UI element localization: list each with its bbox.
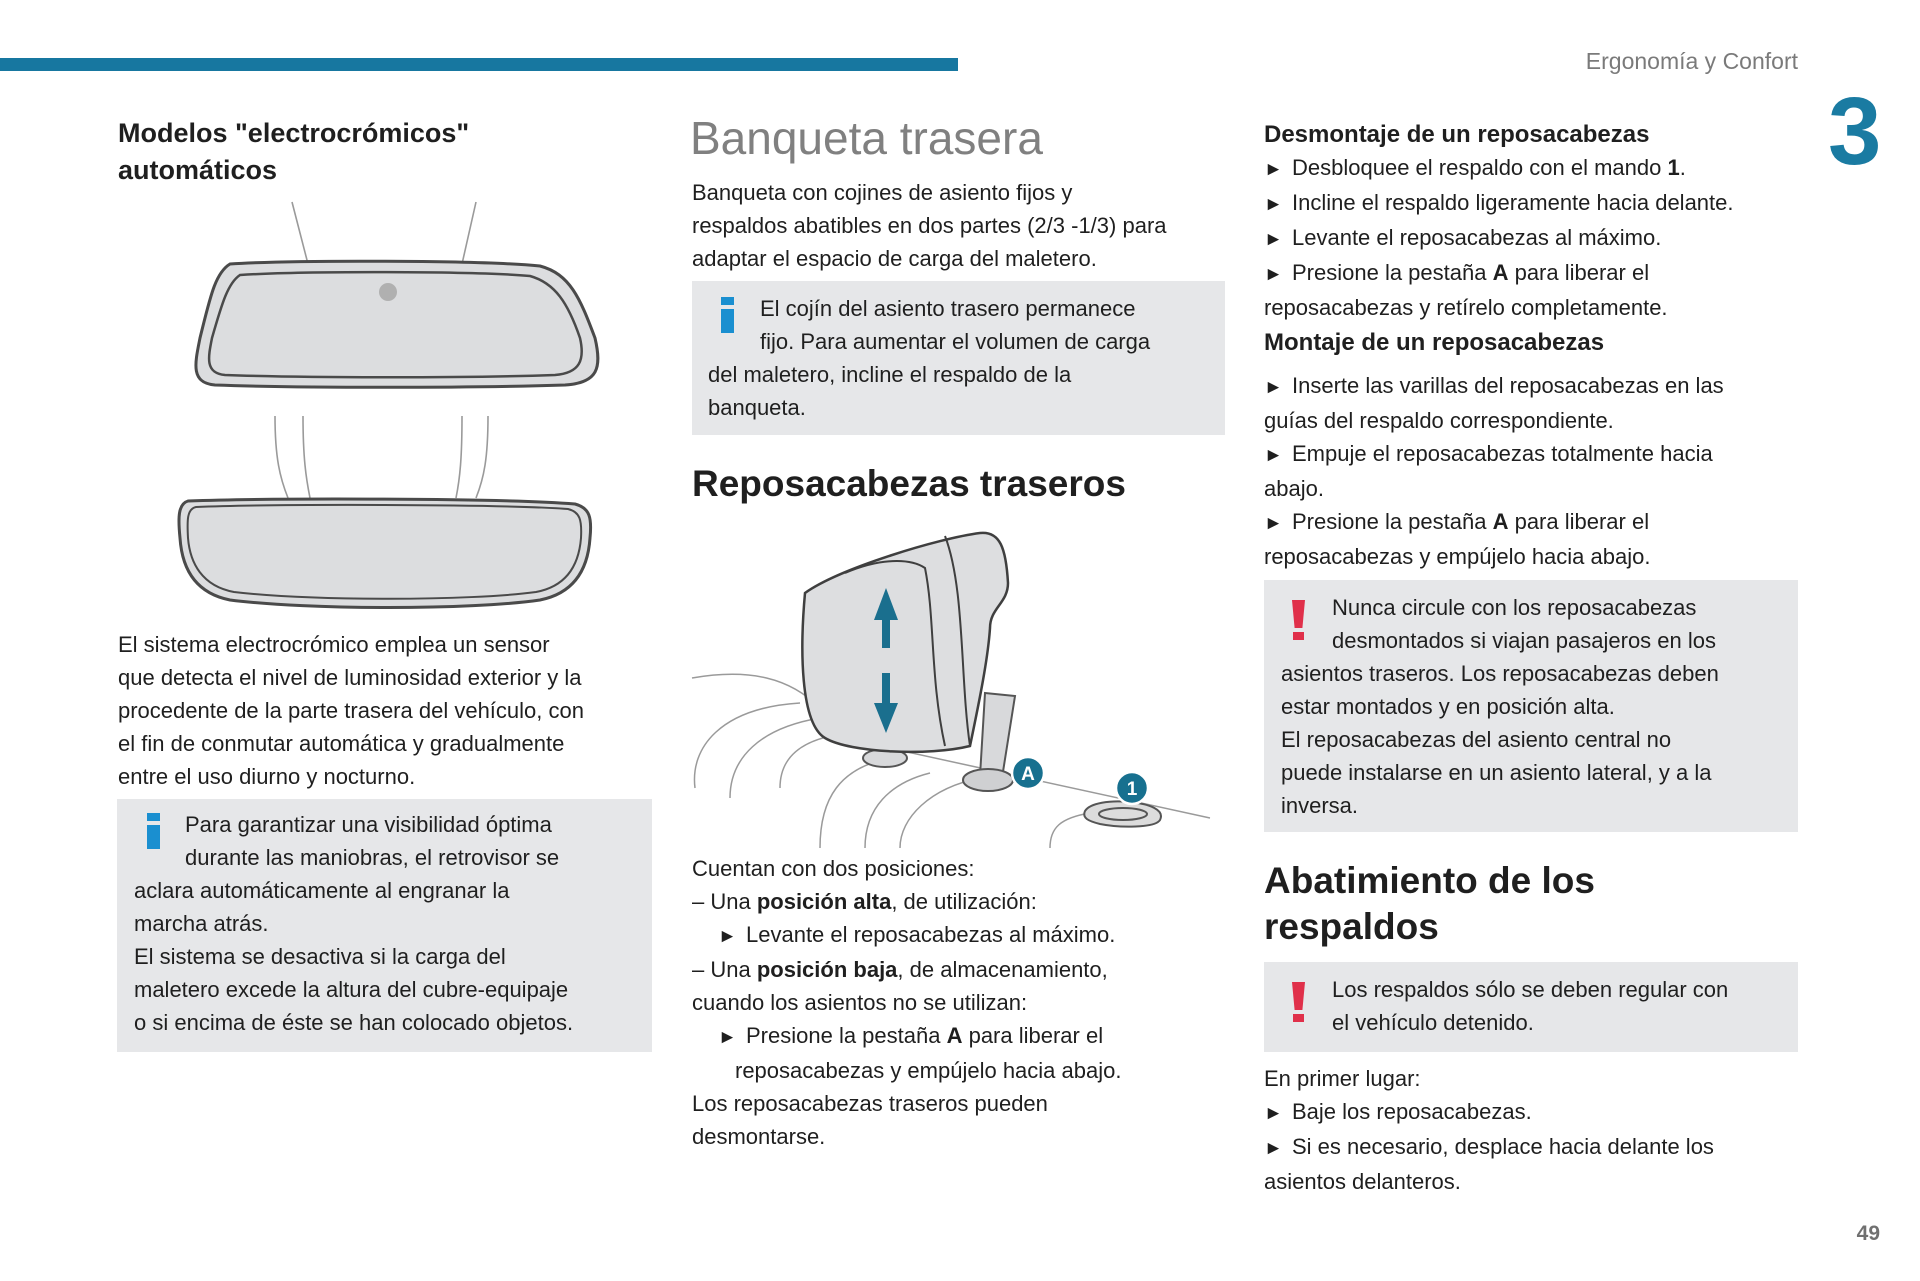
- removal-step: ► Levante el reposacabezas al máximo.: [1264, 221, 1804, 256]
- folding-step: ► Si es necesario, desplace hacia delante los: [1264, 1130, 1804, 1165]
- info-line: El sistema se desactiva si la carga del: [134, 944, 506, 969]
- bullet-triangle-icon: ►: [1264, 1103, 1283, 1124]
- heading-electrochromic: [118, 115, 658, 189]
- info-box-visibility: [117, 799, 652, 1052]
- body-line: el fin de conmutar automática y gradualmente: [118, 731, 565, 756]
- removal-step: ► Desbloquee el respaldo con el mando 1.: [1264, 151, 1804, 186]
- bullet-triangle-icon: ►: [1264, 194, 1283, 215]
- mount-step: ► Empuje el reposacabezas totalmente hacia: [1264, 437, 1804, 472]
- banqueta-intro: [692, 176, 1232, 275]
- info-line: o si encima de éste se han colocado objetos.: [134, 1010, 574, 1035]
- svg-text:A: A: [1021, 764, 1035, 785]
- position-high: – Una posición alta, de utilización:: [692, 889, 1037, 914]
- info-line: del maletero, incline el respaldo de la: [708, 362, 1072, 387]
- info-line: Para garantizar una visibilidad óptima: [185, 812, 552, 837]
- warning-box-backrests: [1264, 962, 1798, 1052]
- warning-exclamation-icon: [1291, 600, 1306, 640]
- heading-line: Abatimiento de los: [1264, 860, 1595, 901]
- body-line: El sistema electrocrómico emplea un sensor: [118, 632, 550, 657]
- info-line: aclara automáticamente al engranar la: [134, 878, 510, 903]
- body-line: adaptar el espacio de carga del maletero.: [692, 246, 1097, 271]
- warning-line: Nunca circule con los reposacabezas: [1332, 595, 1697, 620]
- header-accent-bar: [0, 58, 958, 71]
- heading-line: automáticos: [118, 155, 278, 185]
- chapter-number: 3: [1828, 78, 1880, 185]
- rear-view-mirror-illustration: [170, 198, 600, 613]
- heading-folding-backrests: [1264, 858, 1804, 950]
- bullet-triangle-icon: ►: [1264, 513, 1283, 534]
- info-line: marcha atrás.: [134, 911, 269, 936]
- position-high-step: ► Levante el reposacabezas al máximo.: [692, 918, 1232, 953]
- body-line: Banqueta con cojines de asiento fijos y: [692, 180, 1073, 205]
- position-low: – Una posición baja, de almacenamiento,: [692, 957, 1108, 982]
- mount-step: ► Presione la pestaña A para liberar el: [1264, 505, 1804, 540]
- body-line: Cuentan con dos posiciones:: [692, 856, 975, 881]
- body-line: entre el uso diurno y nocturno.: [118, 764, 416, 789]
- body-line: asientos delanteros.: [1264, 1169, 1461, 1194]
- position-low-step: ► Presione la pestaña A para liberar el: [692, 1019, 1232, 1054]
- warning-line: inversa.: [1281, 793, 1359, 818]
- body-line: cuando los asientos no se utilizan:: [692, 990, 1028, 1015]
- left-column: [118, 115, 658, 189]
- warning-box-headrests: [1264, 580, 1798, 832]
- body-line: reposacabezas y empújelo hacia abajo.: [735, 1058, 1122, 1083]
- body-line: guías del respaldo correspondiente.: [1264, 408, 1614, 433]
- folding-steps: [1264, 1062, 1804, 1198]
- info-icon: [721, 297, 734, 333]
- warning-line: estar montados y en posición alta.: [1281, 694, 1615, 719]
- body-line: Los reposacabezas traseros pueden: [692, 1091, 1048, 1116]
- warning-line: Los respaldos sólo se deben regular con: [1332, 977, 1729, 1002]
- body-line: abajo.: [1264, 476, 1324, 501]
- info-line: durante las maniobras, el retrovisor se: [185, 845, 560, 870]
- info-line: fijo. Para aumentar el volumen de carga: [760, 329, 1151, 354]
- bullet-triangle-icon: ►: [1264, 1138, 1283, 1159]
- info-line: maletero excede la altura del cubre-equipaje: [134, 977, 569, 1002]
- warning-line: El reposacabezas del asiento central no: [1281, 727, 1672, 752]
- body-line: reposacabezas y retírelo completamente.: [1264, 295, 1668, 320]
- svg-text:1: 1: [1126, 779, 1138, 800]
- info-icon: [147, 813, 160, 849]
- bullet-triangle-icon: ►: [1264, 159, 1283, 180]
- title-reposacabezas-traseros: Reposacabezas traseros: [692, 463, 1126, 504]
- electrochromic-description: [118, 628, 658, 793]
- warning-line: el vehículo detenido.: [1332, 1010, 1534, 1035]
- warning-line: asientos traseros. Los reposacabezas deben: [1281, 661, 1719, 686]
- label-badge-a: [1012, 757, 1044, 789]
- bullet-triangle-icon: ►: [718, 1027, 737, 1048]
- heading-removal: Desmontaje de un reposacabezas: [1264, 121, 1650, 148]
- warning-line: puede instalarse en un asiento lateral, y a la: [1281, 760, 1712, 785]
- heading-line: respaldos: [1264, 906, 1439, 947]
- body-line: que detecta el nivel de luminosidad exterior y la: [118, 665, 582, 690]
- body-line: respaldos abatibles en dos partes (2/3 -1/3) para: [692, 213, 1167, 238]
- folding-step: ► Baje los reposacabezas.: [1264, 1095, 1804, 1130]
- info-box-cushion: [692, 281, 1225, 435]
- bullet-triangle-icon: ►: [1264, 377, 1283, 398]
- label-badge-1: [1116, 772, 1148, 804]
- heading-mounting: Montaje de un reposacabezas: [1264, 329, 1605, 356]
- title-banqueta-trasera: Banqueta trasera: [690, 112, 1043, 164]
- body-line: reposacabezas y empújelo hacia abajo.: [1264, 544, 1651, 569]
- body-line: En primer lugar:: [1264, 1066, 1421, 1091]
- removal-step: ► Presione la pestaña A para liberar el: [1264, 256, 1804, 291]
- mount-step: ► Inserte las varillas del reposacabezas en las: [1264, 369, 1804, 404]
- info-line: El cojín del asiento trasero permanece: [760, 296, 1136, 321]
- bullet-triangle-icon: ►: [1264, 445, 1283, 466]
- removal-step: ► Incline el respaldo ligeramente hacia delante.: [1264, 186, 1804, 221]
- body-line: desmontarse.: [692, 1124, 826, 1149]
- warning-exclamation-icon: [1291, 982, 1306, 1022]
- headrest-positions: [692, 852, 1232, 1153]
- page-number: 49: [1856, 1222, 1880, 1245]
- headrest-illustration: [690, 528, 1225, 848]
- bullet-triangle-icon: ►: [1264, 229, 1283, 250]
- removal-section: [1264, 118, 1804, 573]
- heading-line: Modelos "electrocrómicos": [118, 118, 470, 148]
- bullet-triangle-icon: ►: [1264, 264, 1283, 285]
- warning-line: desmontados si viajan pasajeros en los: [1332, 628, 1717, 653]
- info-line: banqueta.: [708, 395, 806, 420]
- section-title: Ergonomía y Confort: [1585, 48, 1798, 74]
- body-line: procedente de la parte trasera del vehículo, con: [118, 698, 584, 723]
- bullet-triangle-icon: ►: [718, 926, 737, 947]
